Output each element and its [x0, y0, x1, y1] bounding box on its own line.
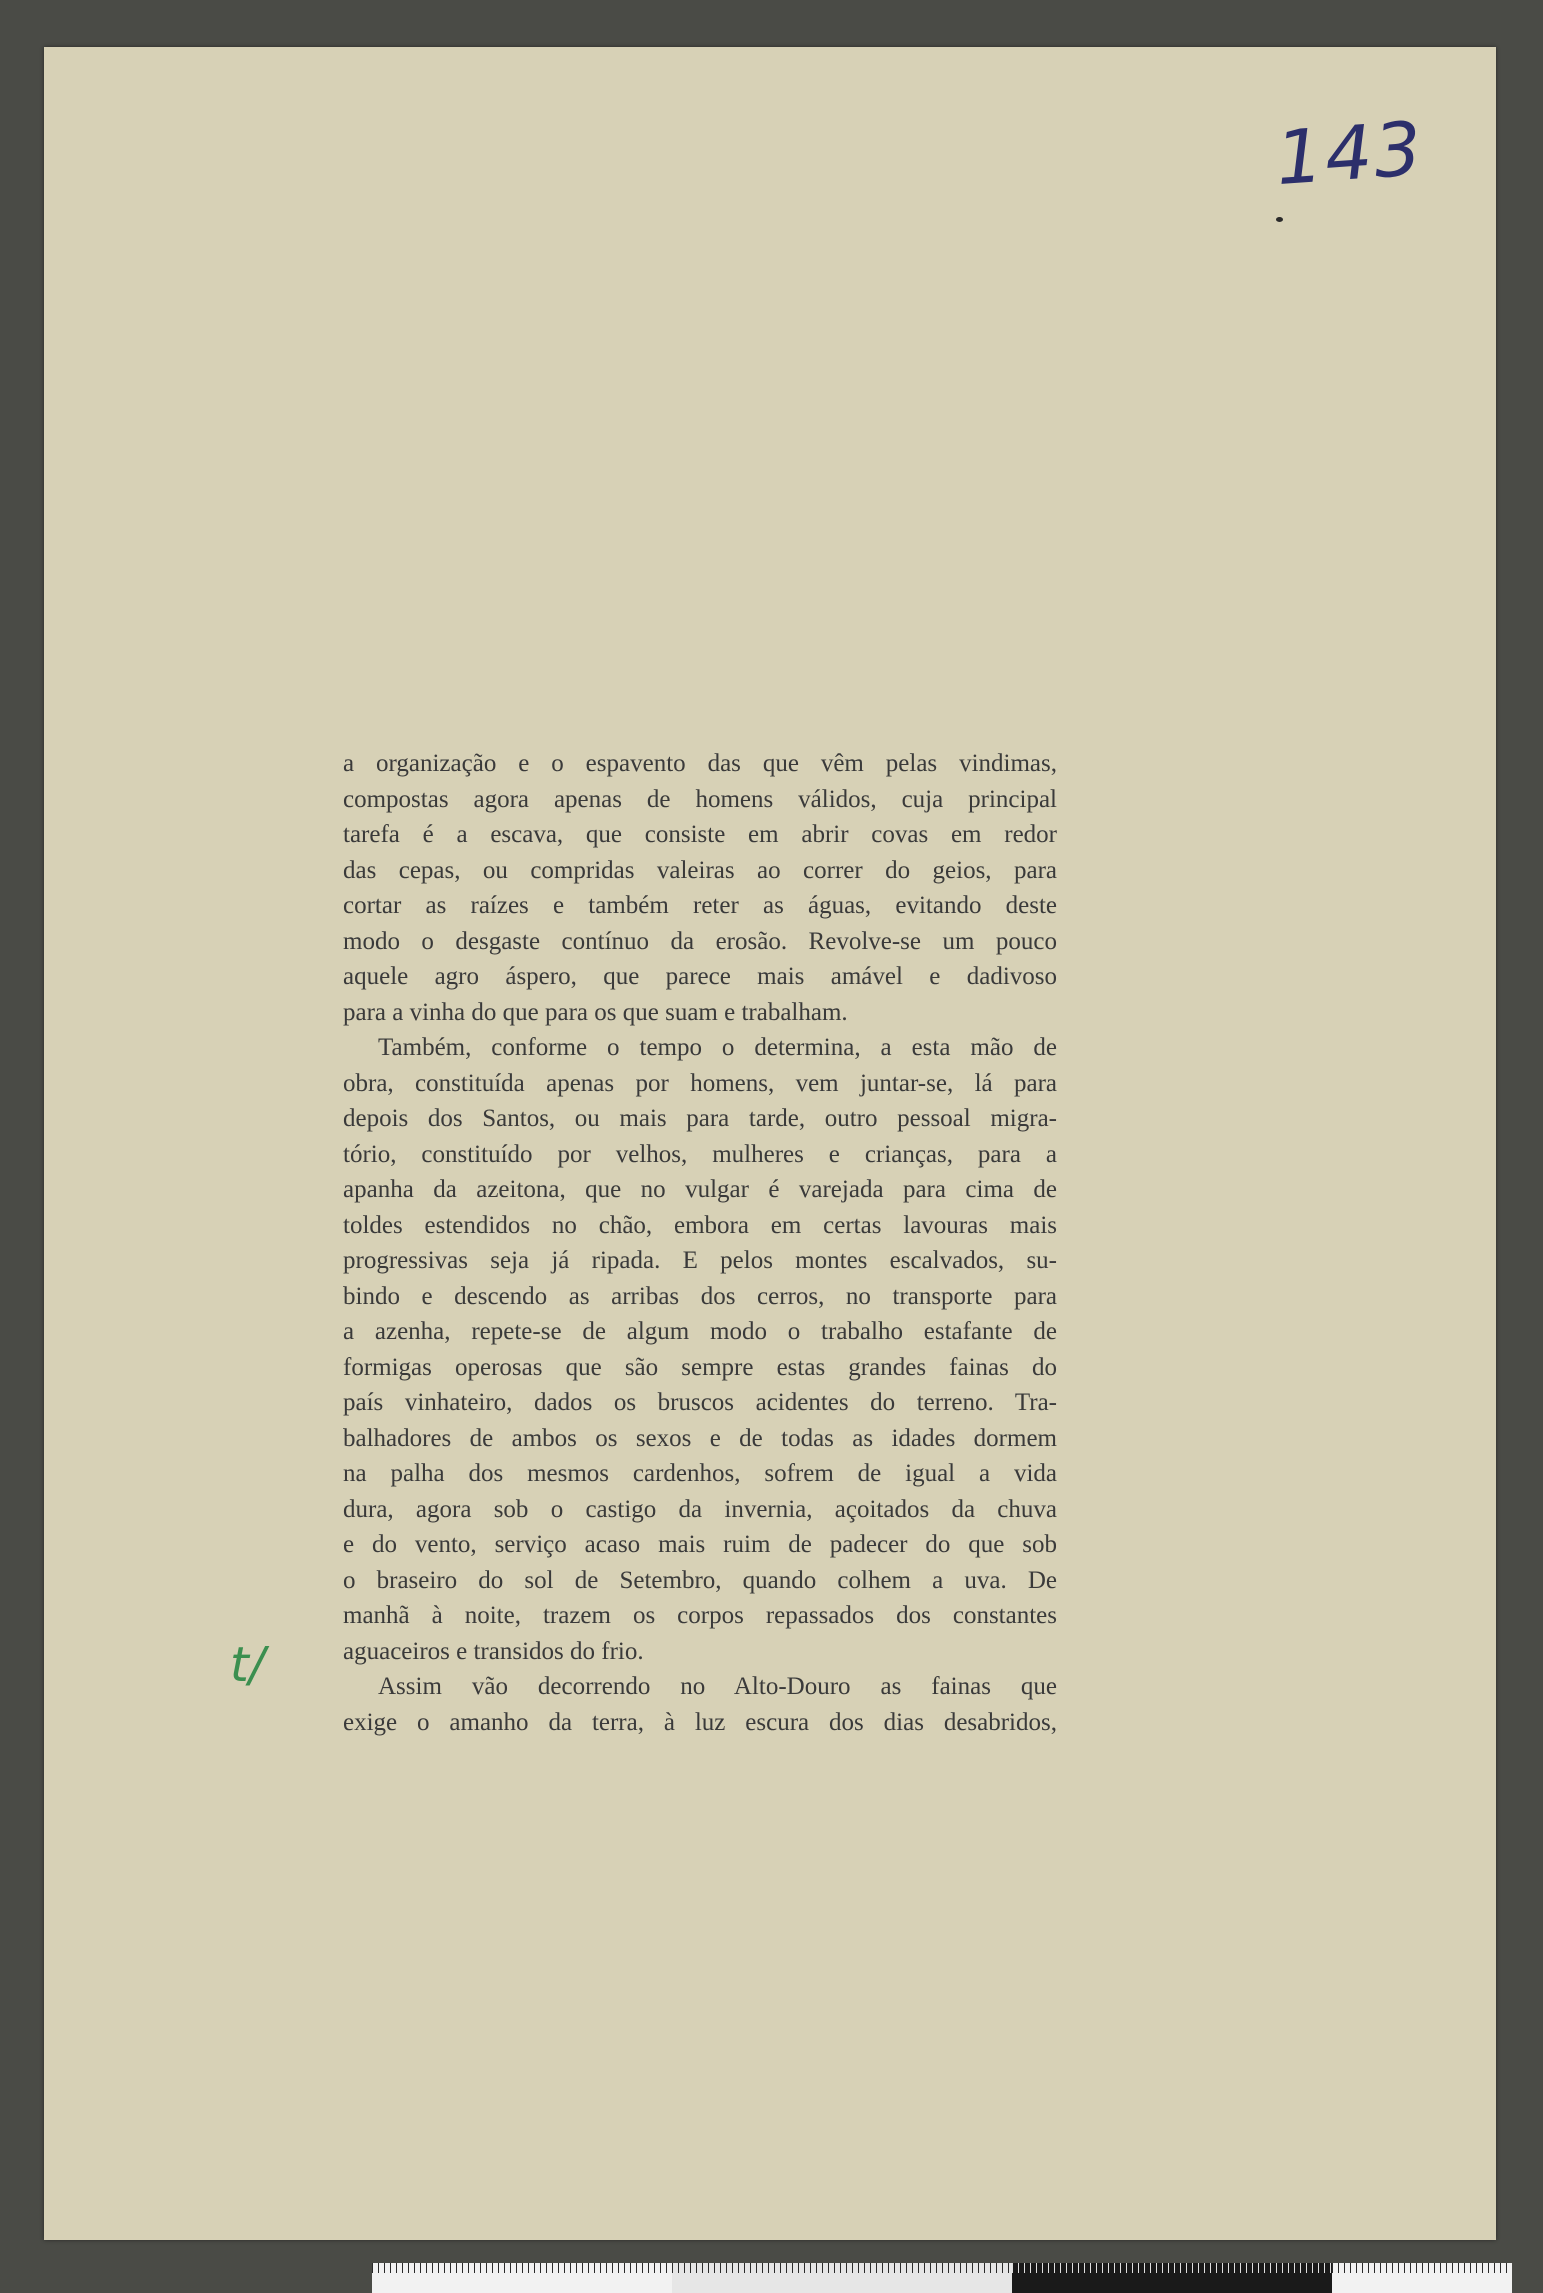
body-text	[343, 746, 1057, 1740]
text-line: depois dos Santos, ou mais para tarde, outro pessoal migra-	[343, 1105, 1057, 1132]
text-line: o braseiro do sol de Setembro, quando colhem a uva. De	[343, 1566, 1057, 1594]
text-line: aguaceiros e transidos do frio.	[343, 1637, 644, 1665]
text-line: na palha dos mesmos cardenhos, sofrem de igual a vida	[343, 1460, 1057, 1487]
ruler-segment	[1332, 2263, 1512, 2293]
text-line: balhadores de ambos os sexos e de todas as idades dormem	[343, 1424, 1057, 1452]
text-line: tarefa é a escava, que consiste em abrir covas em redor	[343, 821, 1057, 848]
text-line: bindo e descendo as arribas dos cerros, no transporte para	[343, 1282, 1057, 1310]
scan-color-ruler	[372, 2263, 1512, 2293]
text-line: Assim vão decorrendo no Alto-Douro as fainas que	[378, 1673, 1057, 1700]
text-line: cortar as raízes e também reter as águas, evitando deste	[343, 892, 1057, 919]
text-line: das cepas, ou compridas valeiras ao correr do geios, para	[343, 856, 1057, 884]
ink-dot	[1276, 217, 1283, 222]
handwritten-margin-mark: t/	[230, 1637, 265, 1693]
text-line: formigas operosas que são sempre estas grandes fainas do	[343, 1353, 1057, 1381]
text-line: exige o amanho da terra, à luz escura dos dias desabridos,	[343, 1708, 1057, 1736]
ruler-segment	[1012, 2263, 1332, 2293]
text-line: país vinhateiro, dados os bruscos acidentes do terreno. Tra-	[343, 1389, 1057, 1416]
text-line: compostas agora apenas de homens válidos, cuja principal	[343, 785, 1057, 813]
text-line: aquele agro áspero, que parece mais amável e dadivoso	[343, 963, 1057, 990]
paragraph-2	[343, 1030, 1057, 1669]
text-line: manhã à noite, trazem os corpos repassados dos constantes	[343, 1602, 1057, 1629]
text-line: progressivas seja já ripada. E pelos montes escalvados, su-	[343, 1247, 1057, 1274]
text-line: apanha da azeitona, que no vulgar é varejada para cima de	[343, 1176, 1057, 1203]
text-line: tório, constituído por velhos, mulheres e crianças, para a	[343, 1140, 1057, 1168]
text-line: para a vinha do que para os que suam e trabalham.	[343, 998, 848, 1026]
text-line: dura, agora sob o castigo da invernia, açoitados da chuva	[343, 1495, 1057, 1523]
ruler-segment	[672, 2263, 1012, 2293]
paragraph-1	[343, 746, 1057, 1030]
text-line: e do vento, serviço acaso mais ruim de padecer do que sob	[343, 1531, 1057, 1558]
text-line: modo o desgaste contínuo da erosão. Revolve-se um pouco	[343, 927, 1057, 955]
text-line: a azenha, repete-se de algum modo o trabalho estafante de	[343, 1318, 1057, 1345]
text-line: obra, constituída apenas por homens, vem juntar-se, lá para	[343, 1069, 1057, 1097]
ruler-segment	[372, 2263, 672, 2293]
text-line: toldes estendidos no chão, embora em certas lavouras mais	[343, 1211, 1057, 1239]
paragraph-3	[343, 1669, 1057, 1740]
handwritten-page-number: 143	[1273, 105, 1427, 203]
text-line: a organização e o espavento das que vêm pelas vindimas,	[343, 750, 1057, 777]
text-line: Também, conforme o tempo o determina, a esta mão de	[378, 1034, 1057, 1061]
